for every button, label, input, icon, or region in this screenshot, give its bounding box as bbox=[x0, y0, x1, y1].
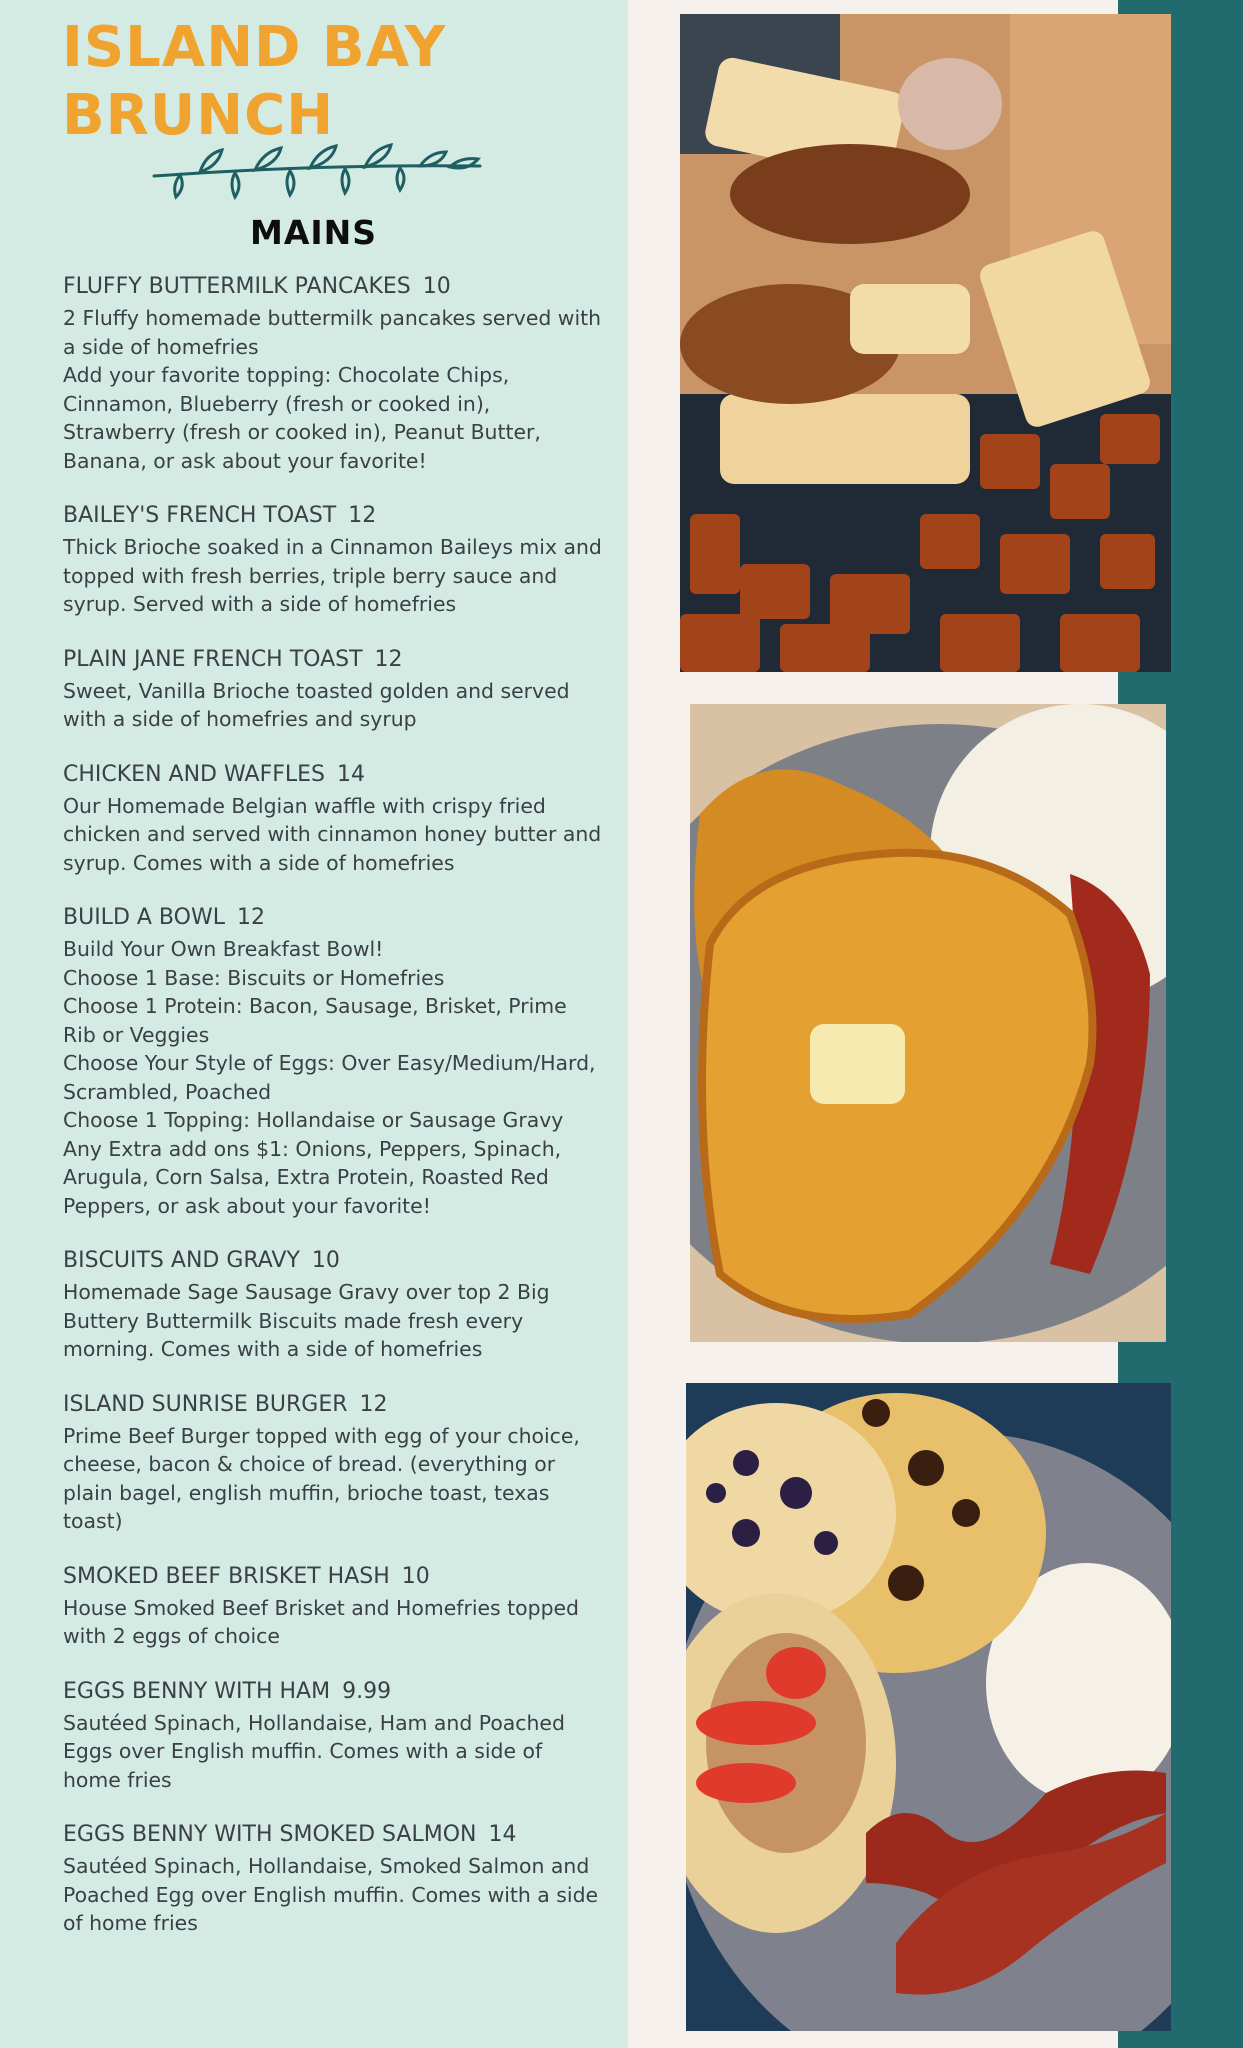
pancakes-photo bbox=[686, 1383, 1171, 2031]
menu-item bbox=[63, 901, 603, 1220]
menu-item-price: 12 bbox=[374, 646, 403, 672]
menu-item-description: Build Your Own Breakfast Bowl! Choose 1 Base: Biscuits or Homefries Choose 1 Protein: Bacon, Sausage, Brisket, Prime Rib or Veggies Choose Your Style of Eggs: Over Easy/Medium/Hard, Scrambled, Poached Choose 1 Topping: Hollandaise or Sausage Gravy Any Extra add ons $1: Onions, Peppers, Spinach, Arugula, Corn Salsa, Extra Protein, Roasted Red Peppers, or ask about your favorite! bbox=[63, 937, 596, 1218]
menu-item-header bbox=[63, 901, 603, 935]
menu-item-price: 10 bbox=[401, 1563, 430, 1589]
menu-item bbox=[63, 643, 603, 734]
menu-item bbox=[63, 1675, 603, 1795]
menu-item-price: 12 bbox=[348, 503, 377, 528]
menu-item-name: BAILEY'S FRENCH TOAST bbox=[63, 503, 337, 528]
menu-item bbox=[63, 758, 603, 878]
menu-item-description: Our Homemade Belgian waffle with crispy fried chicken and served with cinnamon honey butter and syrup. Comes with a side of homefries bbox=[63, 793, 602, 875]
menu-item-header bbox=[63, 270, 603, 304]
menu-item-name: BUILD A BOWL bbox=[63, 905, 225, 930]
menu-item-price: 12 bbox=[359, 1391, 388, 1417]
menu-item-name: EGGS BENNY WITH HAM bbox=[63, 1678, 331, 1704]
menu-item-header bbox=[63, 1388, 603, 1422]
vine-ornament-icon bbox=[150, 140, 486, 206]
menu-item bbox=[63, 270, 603, 475]
menu-item-price: 10 bbox=[422, 274, 451, 299]
menu-item-price: 9.99 bbox=[342, 1678, 392, 1704]
menu-item-price: 14 bbox=[488, 1822, 517, 1847]
menu-item-description: 2 Fluffy homemade buttermilk pancakes served with a side of homefries Add your favorite topping: Chocolate Chips, Cinnamon, Blueberry (fresh or cooked in), Strawberry (fresh or cooked in), Peanut Butter, Banana, or ask about your favorite! bbox=[63, 306, 602, 473]
menu-item-name: CHICKEN AND WAFFLES bbox=[63, 761, 326, 787]
chicken-and-waffles-photo bbox=[680, 14, 1171, 672]
menu-item bbox=[63, 499, 603, 619]
menu-item bbox=[63, 1818, 603, 1938]
menu-item-header bbox=[63, 499, 603, 533]
menu-item-description: Prime Beef Burger topped with egg of your choice, cheese, bacon & choice of bread. (everything or plain bagel, english muffin, brioche toast, texas toast) bbox=[63, 1423, 580, 1533]
menu-item-name: SMOKED BEEF BRISKET HASH bbox=[63, 1563, 390, 1589]
menu-item-name: BISCUITS AND GRAVY bbox=[63, 1248, 300, 1273]
menu-item-price: 10 bbox=[311, 1248, 340, 1273]
menu-item-name: EGGS BENNY WITH SMOKED SALMON bbox=[63, 1822, 477, 1847]
menu-item bbox=[63, 1244, 603, 1364]
menu-item-description: House Smoked Beef Brisket and Homefries topped with 2 eggs of choice bbox=[63, 1595, 579, 1648]
menu-item-description: Thick Brioche soaked in a Cinnamon Baileys mix and topped with fresh berries, triple berry sauce and syrup. Served with a side of homefries bbox=[63, 535, 602, 616]
menu-item-price: 12 bbox=[236, 905, 265, 930]
menu-item-description: Homemade Sage Sausage Gravy over top 2 Big Buttery Buttermilk Biscuits made fresh every morning. Comes with a side of homefries bbox=[63, 1280, 550, 1361]
menu-list bbox=[63, 270, 603, 1938]
menu-item-header bbox=[63, 758, 603, 792]
menu-item-header bbox=[63, 1675, 603, 1709]
menu-item-name: PLAIN JANE FRENCH TOAST bbox=[63, 646, 363, 672]
section-title-mains: MAINS bbox=[250, 213, 378, 252]
menu-item-price: 14 bbox=[337, 761, 366, 787]
menu-item-name: ISLAND SUNRISE BURGER bbox=[63, 1391, 348, 1417]
menu-item-description: Sautéed Spinach, Hollandaise, Smoked Salmon and Poached Egg over English muffin. Comes with a side of home fries bbox=[63, 1854, 599, 1935]
menu-item-description: Sautéed Spinach, Hollandaise, Ham and Poached Eggs over English muffin. Comes with a side of home fries bbox=[63, 1710, 565, 1792]
menu-item-name: FLUFFY BUTTERMILK PANCAKES bbox=[63, 274, 411, 299]
menu-item-header bbox=[63, 643, 603, 677]
menu-title: ISLAND BAY BRUNCH bbox=[62, 15, 447, 148]
menu-item-header bbox=[63, 1560, 603, 1594]
menu-item-description: Sweet, Vanilla Brioche toasted golden and served with a side of homefries and syrup bbox=[63, 678, 570, 731]
french-toast-photo bbox=[690, 704, 1166, 1342]
menu-item-header bbox=[63, 1818, 603, 1852]
menu-item bbox=[63, 1560, 603, 1651]
menu-item-header bbox=[63, 1244, 603, 1278]
menu-item bbox=[63, 1388, 603, 1536]
